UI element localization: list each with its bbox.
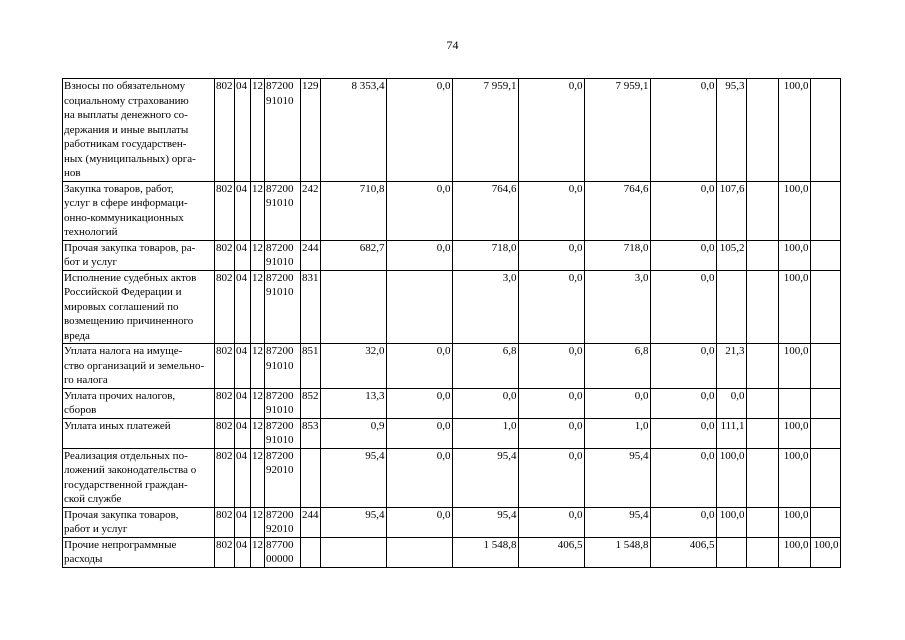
subsection-code: 12	[251, 448, 265, 507]
amount-cell: 0,0	[650, 418, 716, 448]
target-article-part: 87200	[266, 419, 294, 432]
percent-cell	[778, 388, 810, 418]
target-article-code	[265, 79, 301, 182]
percent-cell	[810, 181, 840, 240]
table-row	[63, 448, 841, 507]
amount-cell: 95,4	[452, 448, 518, 507]
row-name-line: ложений законодательства о	[64, 464, 197, 476]
percent-cell: 100,0	[778, 270, 810, 344]
expense-type-code: 851	[301, 344, 321, 389]
percent-cell	[746, 418, 778, 448]
row-name-line: Прочие непрограммные	[64, 538, 177, 551]
amount-cell: 1,0	[584, 418, 650, 448]
amount-cell: 7 959,1	[452, 79, 518, 182]
row-name	[63, 79, 215, 182]
target-article-part: 91010	[266, 404, 294, 416]
row-name-line: Уплата налога на имуще-	[64, 345, 183, 357]
row-name	[63, 388, 215, 418]
row-name-line: услуг в сфере информаци-	[64, 197, 188, 209]
amount-cell: 6,8	[452, 344, 518, 389]
amount-cell: 0,0	[650, 240, 716, 270]
amount-cell: 0,0	[386, 181, 452, 240]
percent-cell	[746, 270, 778, 344]
amount-cell: 0,0	[518, 448, 584, 507]
amount-cell: 0,0	[518, 388, 584, 418]
row-name-line: бот и услуг	[64, 256, 118, 268]
percent-cell	[810, 388, 840, 418]
percent-cell: 107,6	[716, 181, 746, 240]
section-code: 04	[235, 418, 251, 448]
row-name-line: Реализация отдельных по-	[64, 449, 188, 462]
percent-cell: 100,0	[778, 537, 810, 567]
expense-type-code: 852	[301, 388, 321, 418]
row-name-line: социальному страхованию	[64, 94, 189, 107]
amount-cell: 0,0	[650, 507, 716, 537]
amount-cell: 0,0	[386, 240, 452, 270]
percent-cell	[746, 344, 778, 389]
row-name-line: Прочая закупка товаров,	[64, 508, 179, 521]
section-code: 04	[235, 240, 251, 270]
amount-cell: 0,0	[386, 507, 452, 537]
amount-cell: 0,0	[518, 344, 584, 389]
amount-cell: 0,0	[650, 79, 716, 182]
page-number: 74	[446, 38, 459, 52]
row-name	[63, 537, 215, 567]
row-name-line: работникам государствен-	[64, 138, 187, 150]
percent-cell: 100,0	[810, 537, 840, 567]
row-name-line: Прочая закупка товаров, ра-	[64, 241, 196, 254]
row-name-line: нов	[64, 167, 81, 179]
table-row	[63, 344, 841, 389]
expense-type-code	[301, 448, 321, 507]
table-row	[63, 240, 841, 270]
amount-cell: 0,0	[386, 344, 452, 389]
percent-cell	[746, 388, 778, 418]
amount-cell: 0,0	[386, 79, 452, 182]
amount-cell	[386, 537, 452, 567]
percent-cell: 100,0	[716, 448, 746, 507]
amount-cell: 95,4	[584, 507, 650, 537]
subsection-code: 12	[251, 537, 265, 567]
percent-cell	[810, 344, 840, 389]
target-article-part: 91010	[266, 94, 294, 107]
amount-cell: 0,9	[320, 418, 386, 448]
expense-type-code	[301, 537, 321, 567]
percent-cell	[716, 270, 746, 344]
table-row	[63, 79, 841, 182]
target-article-code	[265, 240, 301, 270]
amount-cell: 718,0	[584, 240, 650, 270]
target-article-part: 91010	[266, 359, 294, 372]
row-name-line: Уплата иных платежей	[64, 419, 171, 432]
percent-cell: 100,0	[778, 181, 810, 240]
percent-cell: 21,3	[716, 344, 746, 389]
amount-cell: 95,4	[320, 507, 386, 537]
target-article-code	[265, 537, 301, 567]
amount-cell: 0,0	[650, 181, 716, 240]
target-article-code	[265, 270, 301, 344]
target-article-part: 91010	[266, 434, 294, 446]
expense-type-code: 244	[301, 240, 321, 270]
subsection-code: 12	[251, 418, 265, 448]
target-article-part: 87200	[266, 345, 294, 357]
row-name-line: на выплаты денежного со-	[64, 109, 188, 121]
grbs-code: 802	[215, 418, 235, 448]
subsection-code: 12	[251, 79, 265, 182]
row-name-line: государственной граждан-	[64, 478, 188, 491]
amount-cell: 1,0	[452, 418, 518, 448]
amount-cell: 0,0	[452, 388, 518, 418]
row-name-line: сборов	[64, 404, 97, 416]
amount-cell: 0,0	[518, 240, 584, 270]
row-name-line: го налога	[64, 374, 108, 386]
table-row	[63, 181, 841, 240]
percent-cell	[746, 448, 778, 507]
amount-cell: 0,0	[518, 181, 584, 240]
amount-cell: 95,4	[584, 448, 650, 507]
target-article-part: 87200	[266, 241, 294, 254]
percent-cell: 100,0	[778, 344, 810, 389]
grbs-code: 802	[215, 181, 235, 240]
row-name-line: ных (муниципальных) орга-	[64, 152, 196, 165]
section-code: 04	[235, 507, 251, 537]
subsection-code: 12	[251, 240, 265, 270]
table-row	[63, 388, 841, 418]
section-code: 04	[235, 270, 251, 344]
percent-cell: 111,1	[716, 418, 746, 448]
target-article-part: 87200	[266, 389, 294, 402]
amount-cell: 0,0	[386, 418, 452, 448]
percent-cell	[746, 181, 778, 240]
amount-cell: 764,6	[452, 181, 518, 240]
percent-cell: 100,0	[778, 418, 810, 448]
amount-cell: 682,7	[320, 240, 386, 270]
row-name-line: вреда	[64, 329, 90, 342]
amount-cell: 3,0	[584, 270, 650, 344]
row-name-line: Взносы по обязательному	[64, 80, 186, 92]
row-name-line: Исполнение судебных актов	[64, 271, 197, 284]
expense-type-code: 831	[301, 270, 321, 344]
row-name-line: Уплата прочих налогов,	[64, 389, 176, 402]
row-name	[63, 344, 215, 389]
table-row	[63, 418, 841, 448]
amount-cell: 0,0	[386, 388, 452, 418]
section-code: 04	[235, 181, 251, 240]
amount-cell: 718,0	[452, 240, 518, 270]
amount-cell: 0,0	[650, 344, 716, 389]
amount-cell	[320, 537, 386, 567]
percent-cell	[810, 418, 840, 448]
row-name	[63, 507, 215, 537]
target-article-part: 92010	[266, 523, 294, 535]
target-article-code	[265, 344, 301, 389]
section-code: 04	[235, 79, 251, 182]
section-code: 04	[235, 448, 251, 507]
table-row	[63, 507, 841, 537]
percent-cell: 100,0	[778, 79, 810, 182]
percent-cell	[810, 270, 840, 344]
amount-cell: 710,8	[320, 181, 386, 240]
grbs-code: 802	[215, 79, 235, 182]
row-name	[63, 240, 215, 270]
expense-type-code: 244	[301, 507, 321, 537]
amount-cell: 95,4	[452, 507, 518, 537]
budget-table	[62, 78, 841, 568]
target-article-part: 00000	[266, 553, 294, 565]
amount-cell: 13,3	[320, 388, 386, 418]
percent-cell	[810, 448, 840, 507]
grbs-code: 802	[215, 537, 235, 567]
grbs-code: 802	[215, 270, 235, 344]
row-name-line: работ и услуг	[64, 523, 128, 535]
subsection-code: 12	[251, 344, 265, 389]
target-article-part: 87200	[266, 508, 294, 521]
target-article-part: 92010	[266, 464, 294, 476]
target-article-code	[265, 418, 301, 448]
table-body	[63, 79, 841, 568]
percent-cell: 0,0	[716, 388, 746, 418]
subsection-code: 12	[251, 388, 265, 418]
amount-cell: 406,5	[518, 537, 584, 567]
percent-cell	[746, 507, 778, 537]
target-article-code	[265, 448, 301, 507]
grbs-code: 802	[215, 240, 235, 270]
row-name	[63, 181, 215, 240]
amount-cell: 1 548,8	[452, 537, 518, 567]
amount-cell: 1 548,8	[584, 537, 650, 567]
percent-cell: 95,3	[716, 79, 746, 182]
amount-cell: 764,6	[584, 181, 650, 240]
target-article-code	[265, 507, 301, 537]
percent-cell: 100,0	[716, 507, 746, 537]
row-name-line: Закупка товаров, работ,	[64, 182, 174, 195]
amount-cell: 95,4	[320, 448, 386, 507]
expense-type-code: 853	[301, 418, 321, 448]
expense-type-code: 242	[301, 181, 321, 240]
target-article-part: 91010	[266, 197, 294, 209]
percent-cell	[810, 240, 840, 270]
target-article-part: 87200	[266, 182, 294, 195]
row-name	[63, 448, 215, 507]
expense-type-code: 129	[301, 79, 321, 182]
amount-cell: 7 959,1	[584, 79, 650, 182]
amount-cell	[386, 270, 452, 344]
target-article-part: 87200	[266, 80, 294, 92]
percent-cell: 105,2	[716, 240, 746, 270]
section-code: 04	[235, 537, 251, 567]
amount-cell	[320, 270, 386, 344]
amount-cell: 0,0	[518, 270, 584, 344]
amount-cell: 6,8	[584, 344, 650, 389]
grbs-code: 802	[215, 448, 235, 507]
row-name-line: онно-коммуникационных	[64, 211, 184, 224]
amount-cell: 0,0	[650, 388, 716, 418]
row-name-line: расходы	[64, 553, 103, 565]
table-row	[63, 537, 841, 567]
table-row	[63, 270, 841, 344]
row-name	[63, 418, 215, 448]
percent-cell	[746, 240, 778, 270]
section-code: 04	[235, 344, 251, 389]
row-name-line: ство организаций и земельно-	[64, 359, 205, 372]
row-name	[63, 270, 215, 344]
percent-cell	[716, 537, 746, 567]
percent-cell	[746, 79, 778, 182]
percent-cell: 100,0	[778, 448, 810, 507]
amount-cell: 0,0	[518, 418, 584, 448]
subsection-code: 12	[251, 181, 265, 240]
row-name-line: Российской Федерации и	[64, 286, 182, 298]
target-article-part: 91010	[266, 286, 294, 298]
subsection-code: 12	[251, 270, 265, 344]
amount-cell: 0,0	[584, 388, 650, 418]
row-name-line: держания и иные выплаты	[64, 123, 189, 136]
amount-cell: 0,0	[650, 270, 716, 344]
amount-cell: 0,0	[518, 507, 584, 537]
percent-cell	[746, 537, 778, 567]
target-article-code	[265, 181, 301, 240]
row-name-line: технологий	[64, 226, 118, 238]
grbs-code: 802	[215, 388, 235, 418]
target-article-code	[265, 388, 301, 418]
percent-cell	[810, 507, 840, 537]
target-article-part: 87200	[266, 271, 294, 284]
amount-cell: 3,0	[452, 270, 518, 344]
target-article-part: 87700	[266, 538, 294, 551]
amount-cell: 32,0	[320, 344, 386, 389]
row-name-line: возмещению причиненного	[64, 315, 194, 327]
section-code: 04	[235, 388, 251, 418]
amount-cell: 406,5	[650, 537, 716, 567]
subsection-code: 12	[251, 507, 265, 537]
grbs-code: 802	[215, 344, 235, 389]
percent-cell: 100,0	[778, 240, 810, 270]
amount-cell: 8 353,4	[320, 79, 386, 182]
percent-cell: 100,0	[778, 507, 810, 537]
target-article-part: 87200	[266, 449, 294, 462]
grbs-code: 802	[215, 507, 235, 537]
row-name-line: мировых соглашений по	[64, 300, 179, 313]
target-article-part: 91010	[266, 256, 294, 268]
amount-cell: 0,0	[518, 79, 584, 182]
amount-cell: 0,0	[650, 448, 716, 507]
percent-cell	[810, 79, 840, 182]
amount-cell: 0,0	[386, 448, 452, 507]
row-name-line: ской службе	[64, 493, 122, 505]
